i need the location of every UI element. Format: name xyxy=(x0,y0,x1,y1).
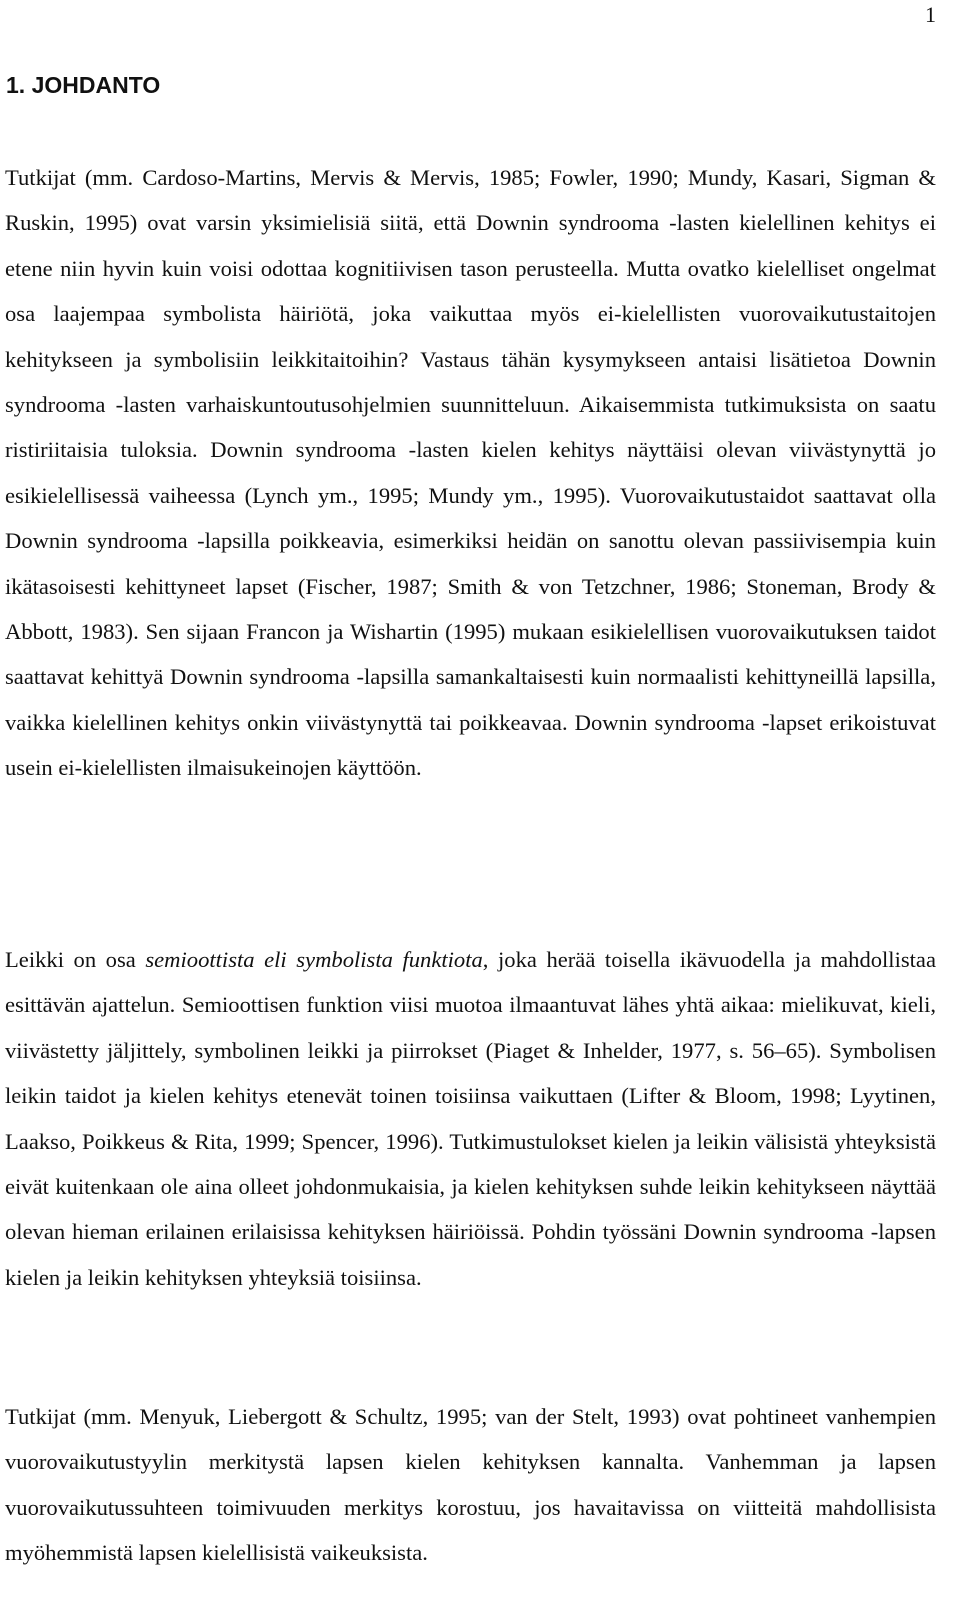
body-paragraph-2 xyxy=(5,937,936,1300)
page-number: 1 xyxy=(925,2,936,27)
body-paragraph-3: Tutkijat (mm. Menyuk, Liebergott & Schultz, 1995; van der Stelt, 1993) ovat pohtineet vanhempien vuorovaikutustyylin merkitystä lapsen kielen kehityksen kannalta. Vanhemman ja lapsen vuorovaikutussuhteen toimivuuden merkitys korostuu, jos havaitavissa on viitteitä mahdollisista myöhemmistä lapsen kielellisistä vaikeuksista. xyxy=(5,1404,936,1566)
body-paragraph-1: Tutkijat (mm. Cardoso-Martins, Mervis & Mervis, 1985; Fowler, 1990; Mundy, Kasari, Sigman & Ruskin, 1995) ovat varsin yksimielisiä siitä, että Downin syndrooma -lasten kielellinen kehitys ei etene niin hyvin kuin voisi odottaa kognitiivisen tason perusteella. Mutta ovatko kielelliset ongelmat osa laajempaa symbolista häiriötä, joka vaikuttaa myös ei-kielellisten vuorovaikutustaitojen kehitykseen ja symbolisiin leikkitaitoihin? Vastaus tähän kysymykseen antaisi lisätietoa Downin syndrooma -lasten varhaiskuntoutusohjelmien suunnitteluun. Aikaisemmista tutkimuksista on saatu ristiriitaisia tuloksia. Downin syndrooma -lasten kielen kehitys näyttäisi olevan viivästynyttä jo esikielellisessä vaiheessa (Lynch ym., 1995; Mundy ym., 1995). Vuorovaikutustaidot saattavat olla Downin syndrooma -lapsilla poikkeavia, esimerkiksi heidän on sanottu olevan passiivisempia kuin ikätasoisesti kehittyneet lapset (Fischer, 1987; Smith & von Tetzchner, 1986; Stoneman, Brody & Abbott, 1983). Sen sijaan Francon ja Wishartin (1995) mukaan esikielellisen vuorovaikutuksen taidot saattavat kehittyä Downin syndrooma -lapsilla samankaltaisesti kuin normaalisti kehittyneillä lapsilla, vaikka kielellinen kehitys onkin viivästynyttä tai poikkeavaa. Downin syndrooma -lapset erikoistuvat usein ei-kielellisten ilmaisukeinojen käyttöön. xyxy=(5,165,936,781)
paragraph-2-lead-text: Leikki on osa xyxy=(5,947,146,972)
emphasized-term: semioottista eli symbolista funktiota xyxy=(145,947,483,972)
chapter-heading: 1. JOHDANTO xyxy=(6,72,161,98)
paragraph-2-rest-text: , joka herää toisella ikävuodella ja mahdollistaa esittävän ajattelun. Semioottisen funktion viisi muotoa ilmaantuvat lähes yhtä aikaa: mielikuvat, kieli, viivästetty jäljittely, symbolinen leikki ja piirrokset (Piaget & Inhelder, 1977, s. 56–65). Symbolisen leikin taidot ja kielen kehitys etenevät toinen toisiinsa vaikuttaen (Lifter & Bloom, 1998; Lyytinen, Laakso, Poikkeus & Rita, 1999; Spencer, 1996). Tutkimustulokset kielen ja leikin välisistä yhteyksistä eivät kuitenkaan ole aina olleet johdonmukaisia, ja kielen kehityksen suhde leikin kehitykseen näyttää olevan hieman erilainen erilaisissa kehityksen häiriöissä. Pohdin työssäni Downin syndrooma -lapsen kielen ja leikin kehityksen yhteyksiä toisiinsa. xyxy=(5,947,936,1290)
